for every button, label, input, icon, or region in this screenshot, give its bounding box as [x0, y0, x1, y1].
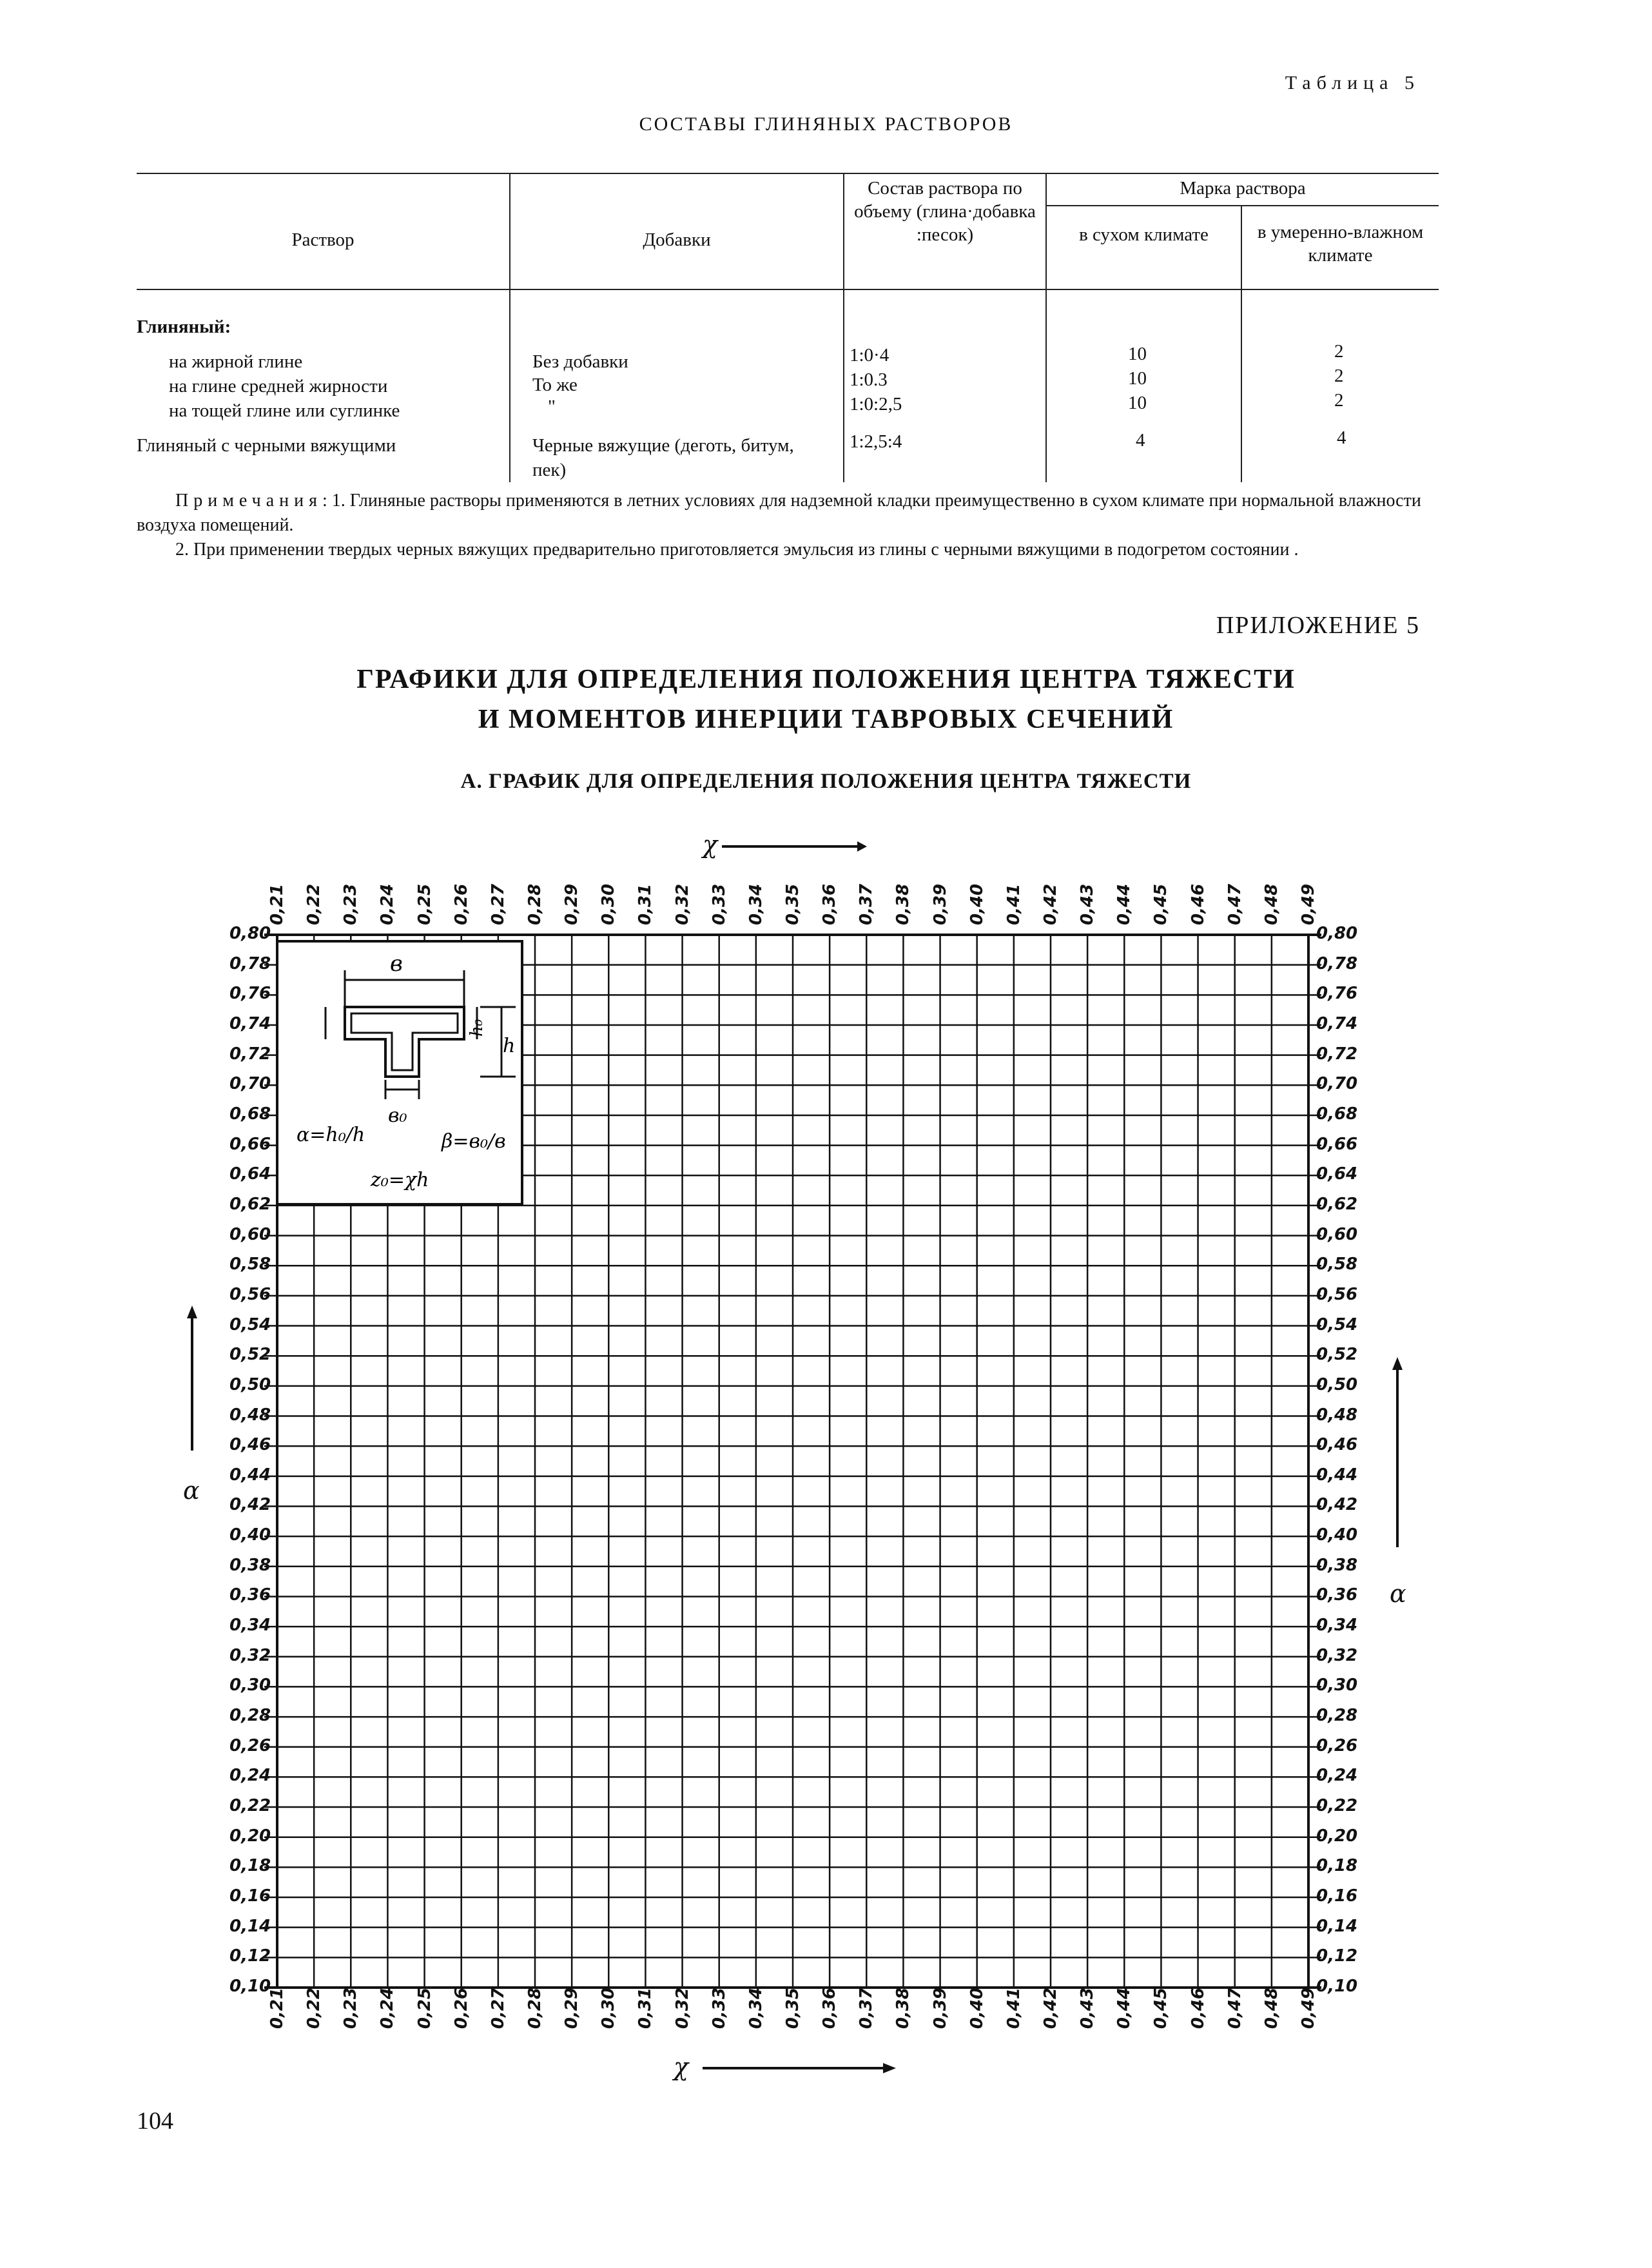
row-composition: 1:0.3 [850, 369, 888, 390]
y-tick-label-right: 0,18 [1316, 1856, 1358, 1876]
y-tick-label-right: 0,68 [1316, 1104, 1358, 1124]
page-number: 104 [137, 2107, 173, 2135]
y-tick-label-left: 0,56 [229, 1284, 271, 1304]
y-axis-name-left: α [183, 1476, 200, 1505]
x-tick-label: 0,42 [1041, 883, 1060, 925]
chart-heading: А. ГРАФИК ДЛЯ ОПРЕДЕЛЕНИЯ ПОЛОЖЕНИЯ ЦЕНТРА ТЯЖЕСТИ [460, 770, 1192, 793]
table-number: Таблица 5 [1285, 72, 1420, 93]
y-tick-label-left: 0,24 [229, 1766, 271, 1786]
y-tick-label-right: 0,20 [1316, 1826, 1358, 1846]
x-tick-label: 0,28 [525, 1988, 545, 2029]
y-tick-label-left: 0,80 [229, 924, 271, 943]
y-tick-label-left: 0,32 [229, 1645, 271, 1665]
inset-label-h0: h₀ [467, 1019, 487, 1037]
row-dry: 10 [1128, 344, 1147, 364]
y-tick-label-left: 0,66 [229, 1134, 271, 1154]
x-axis-name-top: χ [703, 830, 718, 859]
y-tick-label-right: 0,30 [1316, 1676, 1358, 1696]
row-dry: 4 [1136, 430, 1145, 451]
y-tick-label-right: 0,14 [1316, 1916, 1358, 1936]
x-tick-label: 0,46 [1188, 1988, 1208, 2029]
section-heading-line1: ГРАФИКИ ДЛЯ ОПРЕДЕЛЕНИЯ ПОЛОЖЕНИЯ ЦЕНТРА ТЯЖЕСТИ [356, 665, 1296, 694]
notes-label: Примечания [175, 491, 323, 511]
y-tick-label-left: 0,46 [229, 1435, 271, 1455]
y-tick-label-left: 0,74 [229, 1013, 271, 1033]
x-tick-label: 0,26 [451, 883, 471, 925]
x-tick-label: 0,41 [1004, 883, 1024, 925]
y-tick-label-left: 0,58 [229, 1255, 271, 1275]
y-tick-label-right: 0,34 [1316, 1616, 1358, 1636]
header-composition: Состав раствора по объему (глина·добавка :песок) [854, 178, 1036, 245]
x-tick-label: 0,21 [267, 1988, 287, 2029]
y-tick-label-right: 0,26 [1316, 1735, 1358, 1755]
x-tick-label: 0,37 [857, 883, 877, 925]
x-tick-label: 0,43 [1078, 1988, 1098, 2029]
y-tick-label-left: 0,38 [229, 1555, 271, 1575]
y-tick-label-left: 0,16 [229, 1886, 271, 1906]
x-tick-label: 0,39 [930, 1988, 950, 2029]
x-tick-label: 0,46 [1188, 883, 1208, 925]
x-tick-label: 0,29 [562, 1988, 582, 2029]
x-tick-label: 0,42 [1041, 1988, 1060, 2029]
y-tick-label-right: 0,28 [1316, 1706, 1358, 1726]
y-tick-label-left: 0,22 [229, 1796, 271, 1816]
y-tick-label-right: 0,72 [1316, 1044, 1358, 1064]
y-tick-label-left: 0,54 [229, 1315, 271, 1334]
x-tick-label: 0,32 [672, 1988, 692, 2029]
y-tick-label-right: 0,64 [1316, 1164, 1358, 1184]
y-tick-label-left: 0,30 [229, 1676, 271, 1696]
x-tick-label: 0,44 [1114, 1988, 1134, 2029]
x-tick-label: 0,30 [599, 1988, 619, 2029]
x-tick-label: 0,22 [304, 883, 324, 925]
x-tick-label: 0,38 [893, 1988, 913, 2029]
y-tick-label-left: 0,28 [229, 1706, 271, 1726]
y-tick-label-left: 0,36 [229, 1585, 271, 1605]
y-tick-label-left: 0,10 [229, 1977, 271, 1996]
y-tick-label-right: 0,76 [1316, 984, 1358, 1004]
row-humid: 2 [1334, 341, 1344, 362]
y-tick-label-left: 0,50 [229, 1374, 271, 1394]
y-tick-label-left: 0,18 [229, 1856, 271, 1876]
x-tick-label: 0,25 [414, 883, 434, 925]
y-tick-label-right: 0,54 [1316, 1315, 1358, 1334]
header-dry: в сухом климате [1079, 224, 1209, 245]
y-tick-label-left: 0,12 [229, 1946, 271, 1966]
inset-label-h: h [503, 1035, 516, 1057]
note-1-text: : 1. Глиняные растворы применяются в летних условиях для надземной кладки преимущественно в сухом климате при нормальной влажности воздуха помещений. [137, 491, 1421, 535]
x-tick-label: 0,37 [857, 1988, 877, 2029]
y-tick-label-right: 0,48 [1316, 1405, 1358, 1425]
x-tick-label: 0,34 [746, 1988, 766, 2029]
x-tick-label: 0,27 [488, 883, 508, 925]
x-tick-label: 0,33 [709, 883, 729, 925]
header-mortar: Раствор [291, 230, 355, 250]
row-humid: 2 [1334, 390, 1344, 411]
y-tick-label-left: 0,44 [229, 1465, 271, 1485]
x-tick-label: 0,41 [1004, 1988, 1024, 2029]
x-tick-label: 0,35 [783, 1988, 802, 2029]
inset-z-formula: z₀=χh [371, 1169, 429, 1191]
x-tick-label: 0,26 [451, 1988, 471, 2029]
y-tick-label-right: 0,38 [1316, 1555, 1358, 1575]
group-label: Глиняный: [137, 317, 231, 337]
y-tick-label-right: 0,32 [1316, 1645, 1358, 1665]
x-tick-label: 0,44 [1114, 883, 1134, 925]
inset-label-b0: в₀ [388, 1104, 407, 1127]
y-tick-label-right: 0,56 [1316, 1284, 1358, 1304]
y-tick-label-right: 0,42 [1316, 1495, 1358, 1515]
row-composition: 1:0:2,5 [850, 394, 902, 415]
x-tick-label: 0,28 [525, 883, 545, 925]
x-tick-label: 0,45 [1151, 883, 1171, 925]
y-tick-label-left: 0,48 [229, 1405, 271, 1425]
x-axis-name-bottom: χ [674, 2053, 689, 2081]
row-dry: 10 [1128, 368, 1147, 389]
y-tick-label-right: 0,60 [1316, 1224, 1358, 1244]
header-additives: Добавки [643, 230, 711, 250]
y-tick-label-left: 0,34 [229, 1616, 271, 1636]
y-tick-label-left: 0,72 [229, 1044, 271, 1064]
x-tick-label: 0,36 [820, 883, 840, 925]
y-tick-label-right: 0,50 [1316, 1374, 1358, 1394]
row-name: Глиняный с черными вяжущими [137, 435, 396, 456]
x-tick-label: 0,38 [893, 883, 913, 925]
x-tick-label: 0,49 [1299, 883, 1318, 925]
row-additive: То же [532, 375, 578, 395]
y-tick-label-left: 0,70 [229, 1074, 271, 1094]
row-name: на жирной глине [169, 351, 303, 372]
row-humid: 4 [1337, 427, 1346, 448]
row-dry: 10 [1128, 393, 1147, 413]
y-tick-label-right: 0,46 [1316, 1435, 1358, 1455]
header-grade: Марка раствора [1180, 178, 1306, 199]
section-heading-line2: И МОМЕНТОВ ИНЕРЦИИ ТАВРОВЫХ СЕЧЕНИЙ [478, 705, 1174, 734]
x-tick-label: 0,22 [304, 1988, 324, 2029]
header-humid: в умеренно-влажном климате [1257, 222, 1424, 266]
x-tick-label: 0,25 [414, 1988, 434, 2029]
row-additive: Черные вяжущие (деготь, битум, пек) [532, 435, 794, 480]
y-tick-label-right: 0,62 [1316, 1194, 1358, 1214]
x-tick-label: 0,23 [341, 1988, 361, 2029]
x-tick-label: 0,24 [378, 1988, 398, 2029]
y-axis-name-right: α [1390, 1579, 1406, 1608]
x-tick-label: 0,35 [783, 883, 802, 925]
y-tick-label-right: 0,80 [1316, 924, 1358, 943]
x-tick-label: 0,23 [341, 883, 361, 925]
x-tick-label: 0,21 [267, 883, 287, 925]
x-tick-label: 0,27 [488, 1988, 508, 2029]
x-tick-label: 0,31 [636, 883, 656, 925]
inset-beta-formula: β=в₀/в [442, 1130, 506, 1153]
y-tick-label-left: 0,42 [229, 1495, 271, 1515]
y-tick-label-right: 0,74 [1316, 1013, 1358, 1033]
y-tick-label-right: 0,70 [1316, 1074, 1358, 1094]
x-tick-label: 0,47 [1225, 883, 1245, 925]
y-tick-label-left: 0,62 [229, 1194, 271, 1214]
x-tick-label: 0,31 [636, 1988, 656, 2029]
y-tick-label-right: 0,66 [1316, 1134, 1358, 1154]
y-tick-label-right: 0,40 [1316, 1525, 1358, 1545]
x-tick-label: 0,40 [967, 1988, 987, 2029]
y-tick-label-right: 0,44 [1316, 1465, 1358, 1485]
y-tick-label-right: 0,22 [1316, 1796, 1358, 1816]
y-tick-label-right: 0,10 [1316, 1977, 1358, 1996]
y-tick-label-right: 0,16 [1316, 1886, 1358, 1906]
row-composition: 1:0·4 [850, 345, 889, 366]
y-tick-label-right: 0,58 [1316, 1255, 1358, 1275]
row-additive: Без добавки [532, 351, 628, 372]
row-composition: 1:2,5:4 [850, 431, 902, 452]
x-tick-label: 0,36 [820, 1988, 840, 2029]
x-tick-label: 0,49 [1299, 1988, 1318, 2029]
y-tick-label-left: 0,40 [229, 1525, 271, 1545]
note-2: 2. При применении твердых черных вяжущих предварительно приготовляется эмульсия из глины с черными вяжущими в подогретом состоянии . [175, 540, 1299, 560]
y-tick-label-right: 0,12 [1316, 1946, 1358, 1966]
y-tick-label-left: 0,14 [229, 1916, 271, 1936]
x-tick-label: 0,43 [1078, 883, 1098, 925]
x-tick-label: 0,33 [709, 1988, 729, 2029]
y-tick-label-left: 0,64 [229, 1164, 271, 1184]
x-tick-label: 0,47 [1225, 1988, 1245, 2029]
appendix-label: ПРИЛОЖЕНИЕ 5 [1216, 612, 1420, 639]
x-tick-label: 0,45 [1151, 1988, 1171, 2029]
x-tick-label: 0,48 [1261, 883, 1281, 925]
row-name: на тощей глине или суглинке [169, 400, 400, 421]
y-tick-label-right: 0,78 [1316, 953, 1358, 973]
y-tick-label-right: 0,52 [1316, 1345, 1358, 1365]
x-tick-label: 0,40 [967, 883, 987, 925]
x-tick-label: 0,39 [930, 883, 950, 925]
y-tick-label-left: 0,76 [229, 984, 271, 1004]
y-tick-label-right: 0,24 [1316, 1766, 1358, 1786]
row-additive: " [548, 396, 556, 417]
x-tick-label: 0,32 [672, 883, 692, 925]
section-inset [277, 941, 522, 1204]
row-humid: 2 [1334, 366, 1344, 386]
x-tick-label: 0,30 [599, 883, 619, 925]
y-tick-label-left: 0,26 [229, 1735, 271, 1755]
table-title: СОСТАВЫ ГЛИНЯНЫХ РАСТВОРОВ [639, 113, 1013, 135]
x-tick-label: 0,29 [562, 883, 582, 925]
inset-alpha-formula: α=h₀/h [296, 1124, 365, 1146]
y-tick-label-left: 0,20 [229, 1826, 271, 1846]
x-tick-label: 0,34 [746, 883, 766, 925]
inset-label-b: в [390, 951, 403, 977]
row-name: на глине средней жирности [169, 376, 388, 396]
x-tick-label: 0,24 [378, 883, 398, 925]
y-tick-label-left: 0,78 [229, 953, 271, 973]
x-tick-label: 0,48 [1261, 1988, 1281, 2029]
y-tick-label-left: 0,60 [229, 1224, 271, 1244]
y-tick-label-right: 0,36 [1316, 1585, 1358, 1605]
y-tick-label-left: 0,52 [229, 1345, 271, 1365]
y-tick-label-left: 0,68 [229, 1104, 271, 1124]
